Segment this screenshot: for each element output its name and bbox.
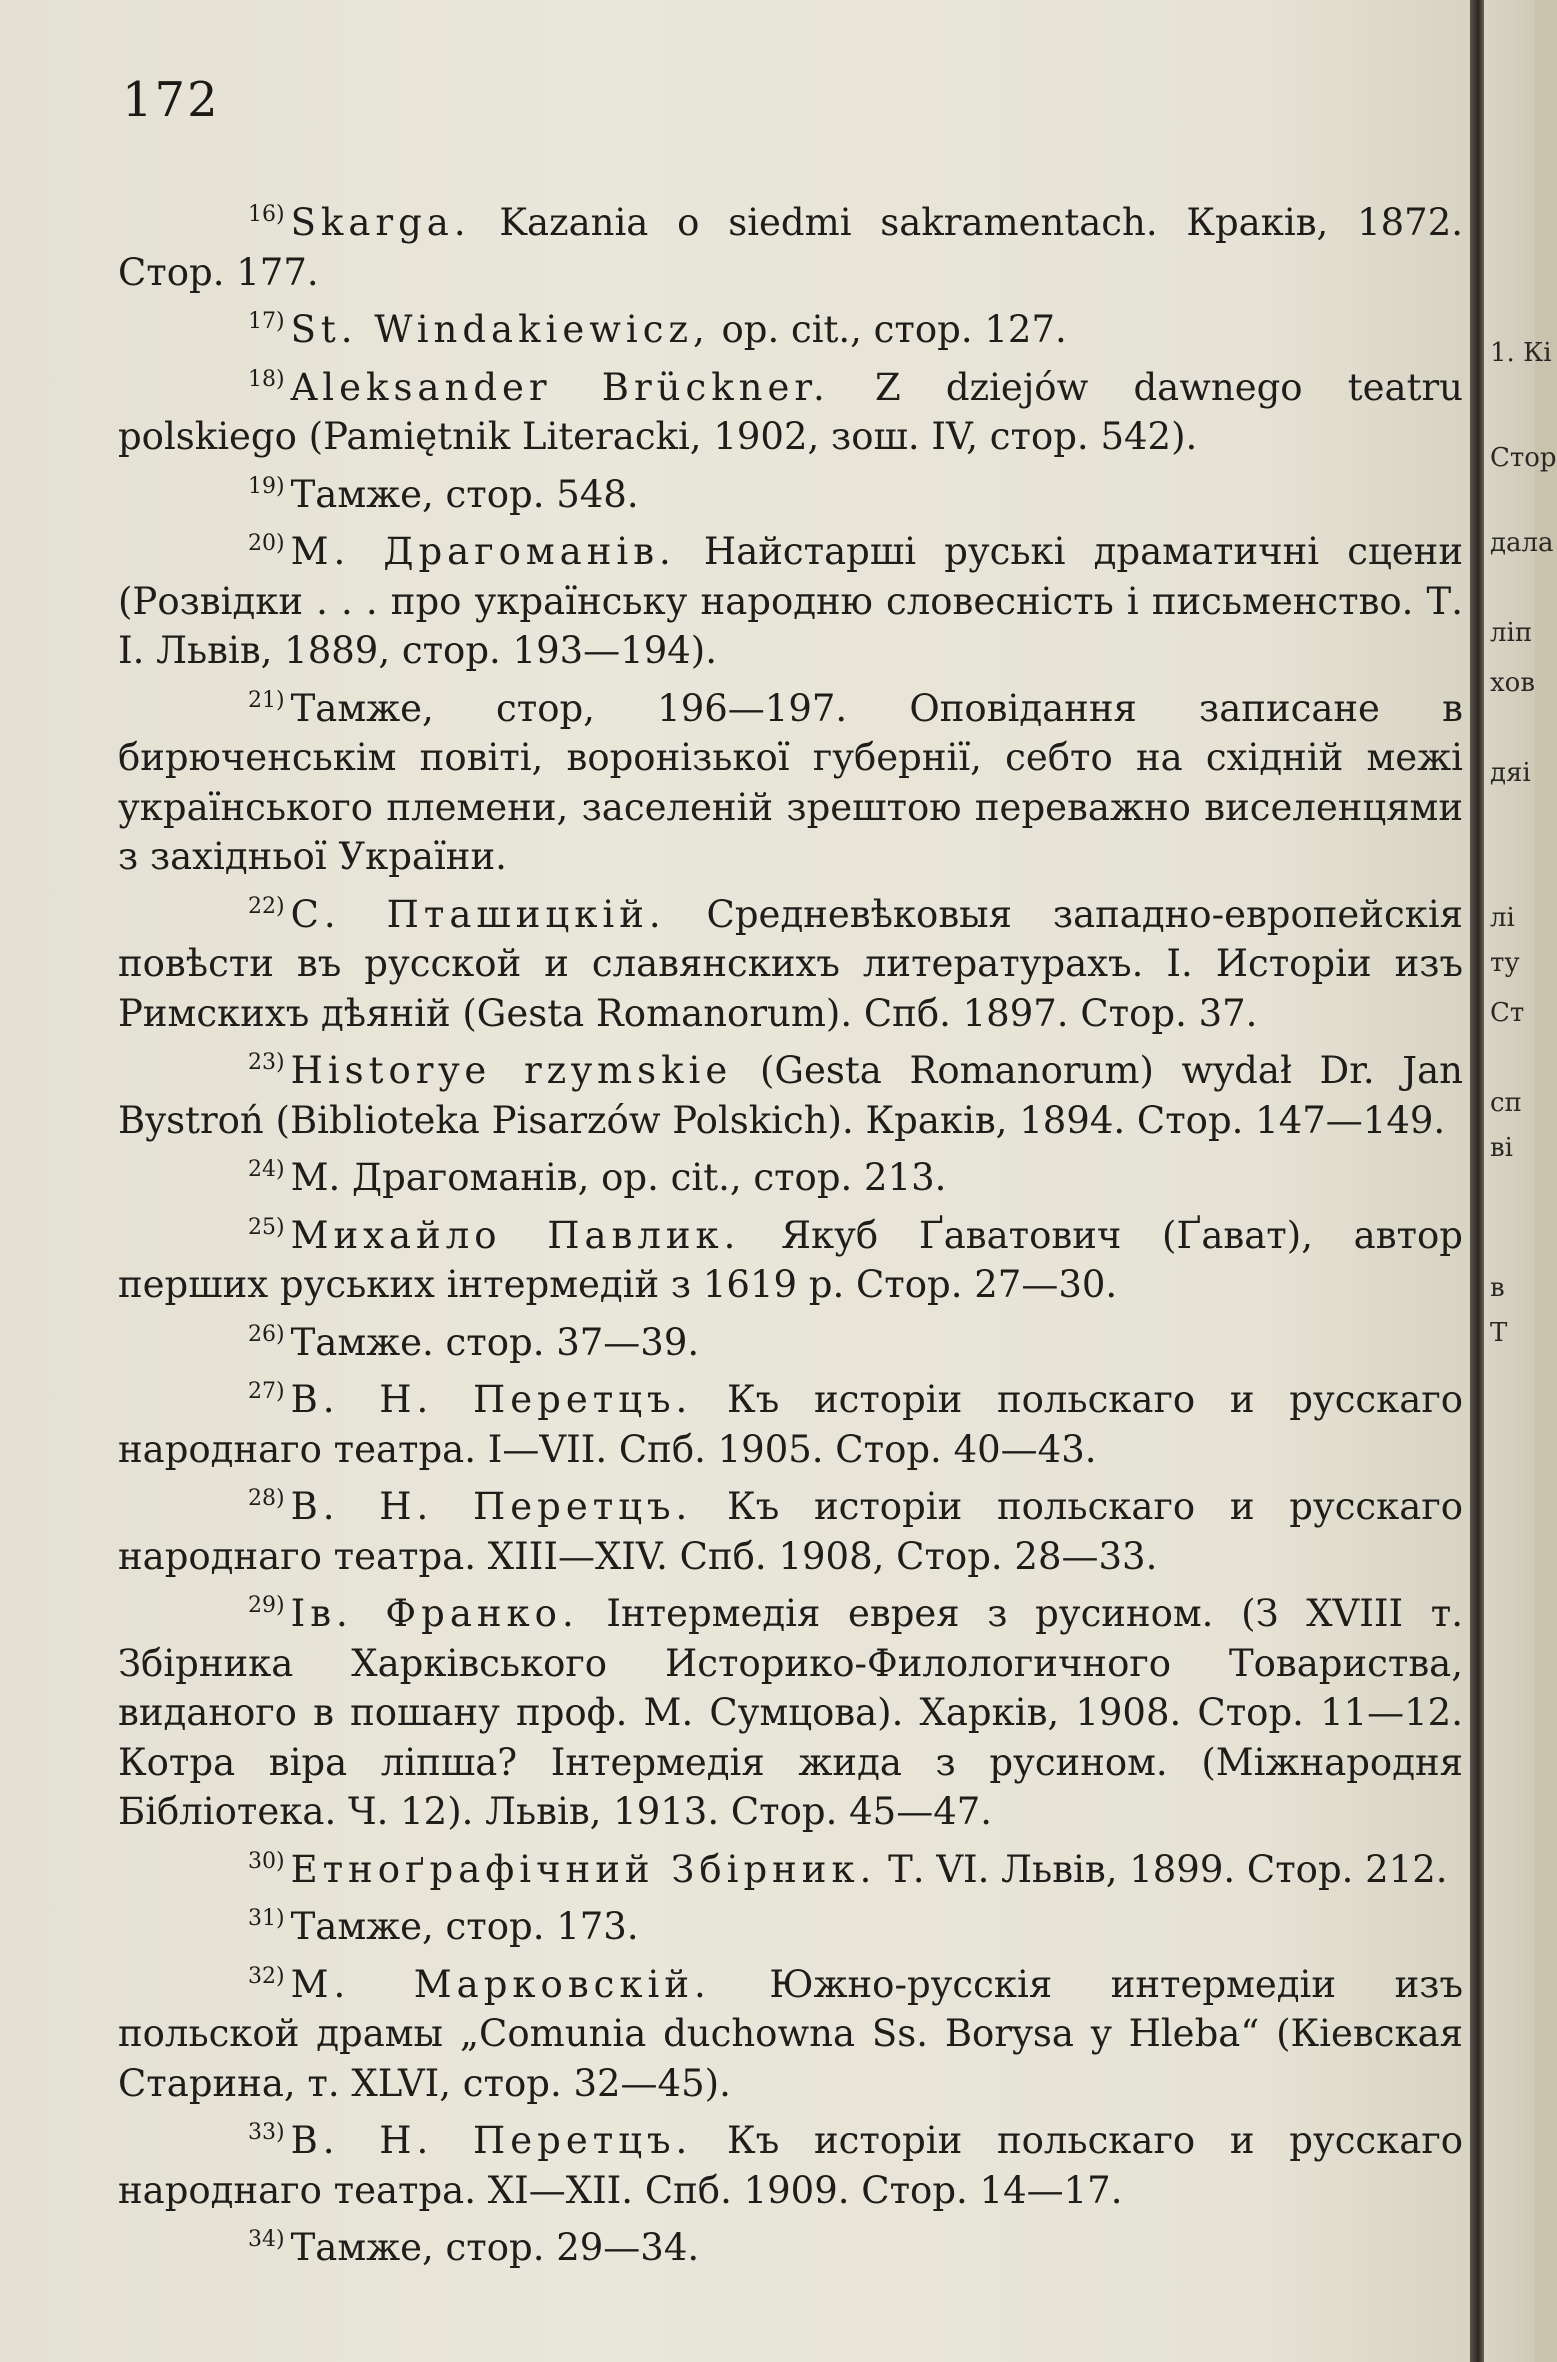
facing-page-fragment: дала (1490, 528, 1554, 558)
footnote-text: Тамже, стор, 196—197. Оповідання записане в бирюченськім повіті, воронізької губернії, себто на східній межі українського племени, заселеній зрештою переважно виселенцями з західньої України. (118, 686, 1463, 878)
footnote-text: Тамже. стор. 37—39. (290, 1320, 700, 1364)
footnotes-list (118, 190, 1463, 2273)
footnote-number: 29) (248, 1593, 285, 1618)
book-gutter (1470, 0, 1484, 2362)
footnote (118, 462, 1463, 520)
footnote-number: 24) (248, 1157, 285, 1182)
footnote-author: Skarga. (290, 201, 471, 244)
footnote (118, 1474, 1463, 1581)
footnote (118, 1581, 1463, 1837)
footnote (118, 1310, 1463, 1368)
footnote-number: 19) (248, 473, 285, 499)
footnote-number: 27) (248, 1379, 285, 1404)
footnote-text: (Gesta Romanorum) wydał Dr. Jan Bystroń (Biblioteka Pisarzów Polskich). Краків, 1894. Стор. 147—149. (118, 1049, 1463, 1142)
footnote-number: 17) (248, 309, 285, 334)
facing-page-fragment: 1. Кі (1490, 338, 1552, 368)
footnote (118, 2215, 1463, 2273)
footnote-text: op. cit., стор. 127. (709, 308, 1067, 351)
footnote-text: Къ исторіи польскаго и русскаго народнаго театра. I—VII. Спб. 1905. Стор. 40—43. (118, 1378, 1463, 1471)
footnote-author: Ів. Франко. (290, 1592, 579, 1635)
footnote-text: Z dziejów dawnego teatru polskiego (Pamiętnik Literacki, 1902, зош. IV, стор. 542). (118, 365, 1463, 458)
footnote-text: Т. VI. Львів, 1899. Стор. 212. (876, 1847, 1448, 1891)
footnote-number: 34) (248, 2227, 285, 2252)
footnote-author: В. Н. Перетцъ. (290, 1485, 693, 1528)
footnote-text: Тамже, стор. 29—34. (290, 2226, 700, 2269)
footnote-number: 26) (248, 1321, 285, 1347)
footnote (118, 882, 1463, 1039)
footnote-author: М. Драгоманів. (290, 530, 676, 573)
footnote-author: Михайло Павлик. (290, 1213, 741, 1257)
footnote-number: 28) (248, 1486, 285, 1511)
footnote-text: Найстарші руські драматичні сцени (Розвідки . . . про українську народню словесність і письменство. Т. І. Львів, 1889, стор. 193—194). (118, 530, 1463, 672)
footnote-author: В. Н. Перетцъ. (290, 1378, 693, 1421)
footnote (118, 1367, 1463, 1474)
footnote-text: Інтермедія еврея з русином. (З XVIII т. Збірника Харківського Историко-Филологичного Товариства, виданого в пошану проф. М. Сумцова). Харків, 1908. Стор. 11—12. Котра віра ліпша? Інтермедія жида з русином. (Міжнародня Бібліотека. Ч. 12). Львів, 1913. Стор. 45—47. (118, 1592, 1464, 1833)
footnote (118, 676, 1463, 882)
footnote-number: 22) (248, 893, 285, 919)
footnote-number: 21) (248, 687, 285, 713)
footnote (118, 1145, 1463, 1203)
facing-page-fragment: в (1490, 1273, 1505, 1303)
footnote-author: В. Н. Перетцъ. (290, 2119, 693, 2162)
footnote-author: Aleksander Brückner. (290, 365, 830, 409)
facing-page-fragment: Т (1490, 1318, 1508, 1348)
footnote (118, 1952, 1463, 2109)
footnote-number: 23) (248, 1050, 285, 1075)
footnote-number: 32) (248, 1963, 285, 1989)
facing-page-fragment: лі (1490, 903, 1515, 933)
facing-page-edge (1484, 0, 1557, 2362)
footnote (118, 519, 1463, 676)
facing-page-fragment: Ст (1490, 998, 1525, 1028)
facing-page-fragment: ту (1490, 948, 1520, 978)
footnote-number: 20) (248, 531, 285, 556)
facing-page-fragment: ві (1490, 1133, 1513, 1163)
footnote (118, 2108, 1463, 2215)
footnote-text: Якуб Ґаватович (Ґават), автор перших руських інтермедій з 1619 р. Стор. 27—30. (118, 1213, 1463, 1306)
footnote-text: Къ исторіи польскаго и русскаго народнаго театра. XIII—XIV. Спб. 1908, Стор. 28—33. (118, 1485, 1463, 1578)
page-number: 172 (122, 72, 220, 128)
facing-page-fragment: дяі (1490, 758, 1531, 788)
footnote (118, 297, 1463, 355)
facing-page-fragment: сп (1490, 1088, 1522, 1118)
footnote-text: Тамже, стор. 173. (290, 1905, 639, 1948)
footnote-number: 25) (248, 1214, 285, 1240)
footnote-text: Тамже, стор. 548. (290, 472, 639, 516)
footnote-text: Къ исторіи польскаго и русскаго народнаго театра. XI—XII. Спб. 1909. Стор. 14—17. (118, 2119, 1463, 2212)
footnote (118, 1038, 1463, 1145)
facing-page-fragment: ліп (1490, 618, 1533, 648)
facing-page-fragment: хов (1490, 668, 1535, 698)
footnote-text: М. Драгоманів, op. cit., стор. 213. (290, 1156, 947, 1199)
footnote (118, 1894, 1463, 1952)
footnote-text: Kazania o siedmi sakramentach. Краків, 1872. Стор. 177. (118, 201, 1463, 294)
footnote (118, 355, 1463, 462)
footnote-number: 33) (248, 2120, 285, 2145)
footnote-number: 16) (248, 202, 285, 227)
footnote-author: Етноґрафічний Збірник. (290, 1847, 877, 1891)
footnote-number: 30) (248, 1848, 285, 1874)
footnote-number: 18) (248, 366, 285, 392)
facing-page-fragment: Стор (1490, 443, 1557, 473)
footnote (118, 1837, 1463, 1895)
footnote-author: С. Пташицкій. (290, 892, 666, 936)
footnote-author: Historye rzymskie (290, 1049, 733, 1092)
footnote-text: Южно-русскія интермедіи изъ польской драмы „Comunia duchowna Ss. Borysa y Hleba“ (Кіевская Старина, т. XLVI, стор. 32—45). (118, 1962, 1463, 2105)
footnote (118, 1203, 1463, 1310)
footnote-author: М. Марковскій. (290, 1962, 711, 2006)
footnote (118, 190, 1463, 297)
footnote-author: St. Windakiewicz, (290, 308, 710, 351)
footnote-number: 31) (248, 1906, 285, 1931)
footnote-text: Средневѣковыя западно-европейскія повѣсти въ русской и славянскихъ литературахъ. І. Исторіи изъ Римскихъ дѣяній (Gesta Romanorum). Спб. 1897. Стор. 37. (118, 892, 1463, 1035)
